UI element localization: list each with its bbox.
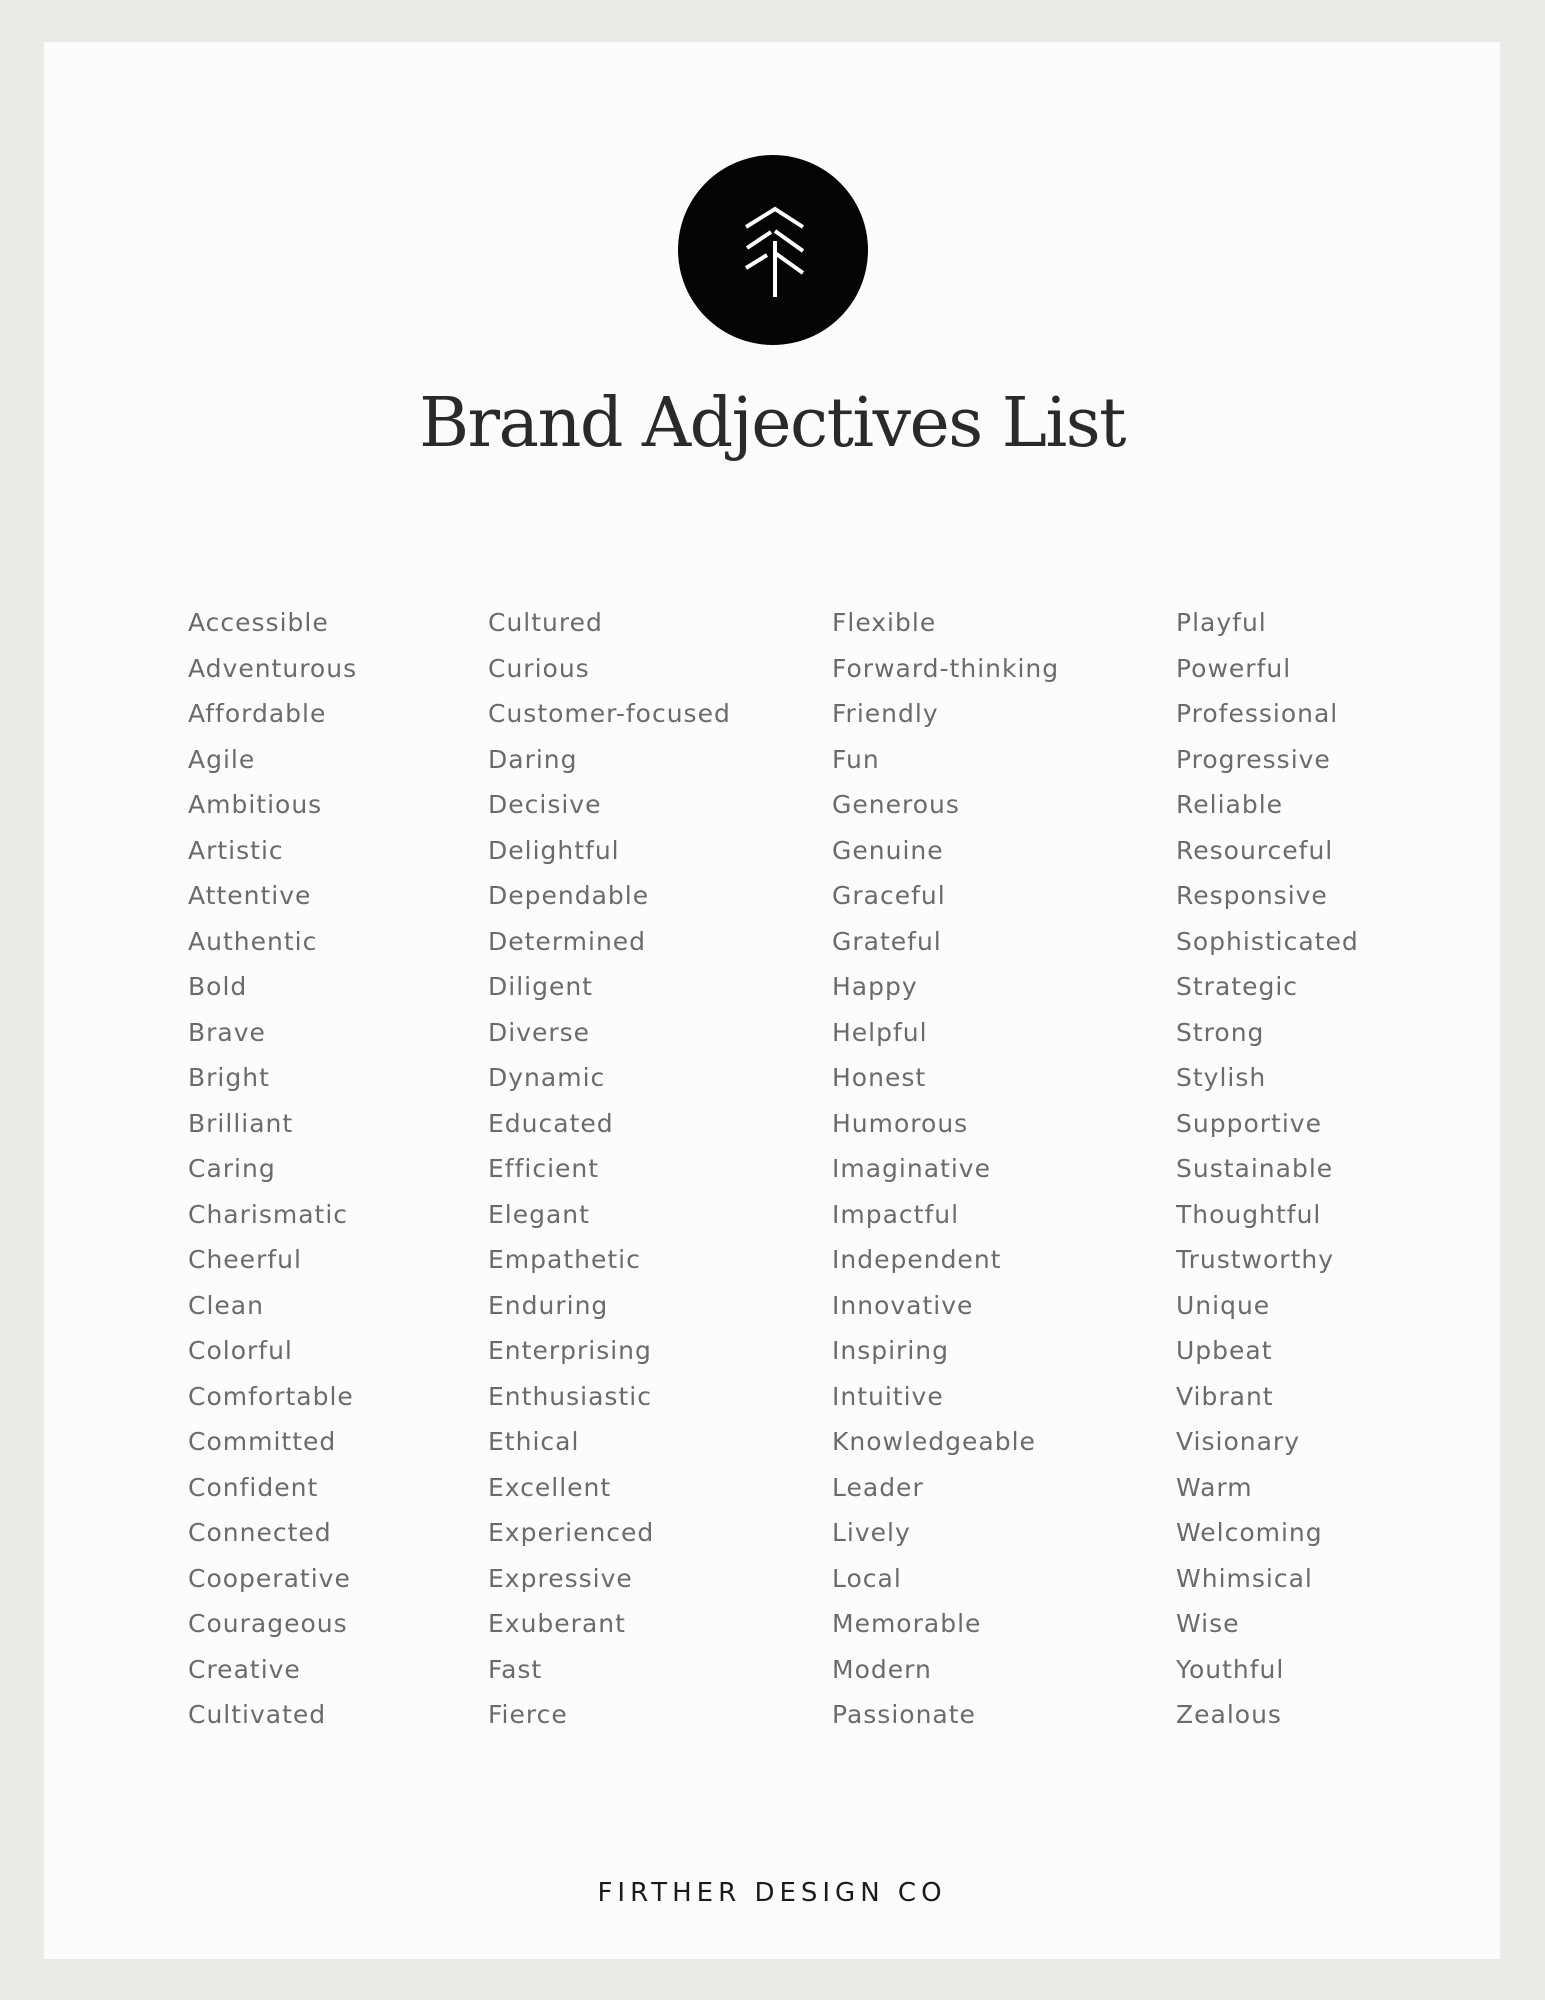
list-item: Inspiring	[832, 1336, 949, 1365]
list-item: Sustainable	[1176, 1154, 1334, 1183]
list-item: Clean	[188, 1290, 264, 1320]
list-item: Customer-focused	[488, 699, 731, 728]
list-item: Friendly	[832, 699, 939, 728]
list-item: Cultured	[488, 608, 603, 637]
list-item: Elegant	[488, 1199, 590, 1229]
list-item: Vibrant	[1176, 1381, 1274, 1411]
list-item: Creative	[188, 1654, 301, 1684]
list-item: Innovative	[832, 1290, 974, 1320]
list-item: Adventurous	[188, 653, 358, 683]
list-item: Cooperative	[188, 1563, 351, 1593]
list-item: Youthful	[1176, 1654, 1285, 1684]
list-item: Artistic	[188, 835, 284, 865]
list-item: Connected	[188, 1518, 332, 1547]
list-item: Grateful	[832, 926, 942, 956]
list-item: Powerful	[1176, 653, 1292, 683]
list-item: Playful	[1176, 608, 1267, 637]
list-item: Brave	[188, 1017, 266, 1047]
list-item: Exuberant	[488, 1609, 626, 1638]
list-item: Delightful	[488, 835, 620, 865]
list-item: Intuitive	[832, 1381, 944, 1411]
company-name: FIRTHER DESIGN CO	[597, 1878, 947, 1908]
adjective-column-4	[1176, 600, 1359, 1738]
list-item: Ethical	[488, 1427, 580, 1456]
list-item: Thoughtful	[1176, 1199, 1322, 1229]
list-item: Progressive	[1176, 744, 1331, 774]
list-item: Comfortable	[188, 1381, 354, 1411]
list-item: Happy	[832, 972, 918, 1001]
list-item: Cheerful	[188, 1245, 302, 1274]
list-item: Wise	[1176, 1609, 1240, 1638]
list-item: Bold	[188, 972, 248, 1001]
list-item: Affordable	[188, 699, 327, 728]
list-item: Independent	[832, 1245, 1002, 1274]
list-item: Diligent	[488, 972, 593, 1001]
list-item: Authentic	[188, 926, 318, 956]
list-item: Attentive	[188, 881, 312, 910]
list-item: Impactful	[832, 1199, 960, 1229]
list-item: Determined	[488, 926, 647, 956]
adjective-column-2	[488, 600, 731, 1738]
list-item: Whimsical	[1176, 1563, 1313, 1593]
list-item: Imaginative	[832, 1154, 991, 1183]
list-item: Daring	[488, 744, 578, 774]
list-item: Strong	[1176, 1017, 1265, 1047]
list-item: Humorous	[832, 1108, 969, 1138]
list-item: Decisive	[488, 790, 602, 819]
list-item: Committed	[188, 1427, 337, 1456]
list-item: Cultivated	[188, 1700, 327, 1729]
list-item: Leader	[832, 1472, 924, 1502]
list-item: Graceful	[832, 881, 946, 910]
list-item: Caring	[188, 1154, 276, 1183]
list-item: Agile	[188, 744, 256, 774]
list-item: Diverse	[488, 1017, 591, 1047]
list-item: Empathetic	[488, 1245, 641, 1274]
list-item: Warm	[1176, 1472, 1253, 1502]
page-title: Brand Adjectives List	[419, 384, 1125, 463]
list-item: Charismatic	[188, 1199, 349, 1229]
list-item: Resourceful	[1176, 835, 1334, 865]
list-item: Visionary	[1176, 1427, 1301, 1456]
list-item: Passionate	[832, 1700, 976, 1729]
list-item: Flexible	[832, 608, 937, 637]
list-item: Reliable	[1176, 790, 1284, 819]
adjective-column-3	[832, 600, 1059, 1738]
list-item: Fun	[832, 744, 880, 774]
list-item: Dependable	[488, 881, 650, 910]
list-item: Honest	[832, 1063, 927, 1092]
list-item: Generous	[832, 790, 960, 819]
list-item: Curious	[488, 653, 590, 683]
list-item: Professional	[1176, 699, 1339, 728]
list-item: Strategic	[1176, 972, 1299, 1001]
list-item: Genuine	[832, 835, 944, 865]
list-item: Supportive	[1176, 1108, 1322, 1138]
adjective-column-1	[188, 600, 357, 1738]
list-item: Enthusiastic	[488, 1381, 652, 1411]
list-item: Efficient	[488, 1154, 600, 1183]
list-item: Memorable	[832, 1609, 982, 1638]
list-item: Fast	[488, 1654, 543, 1684]
list-item: Trustworthy	[1176, 1245, 1335, 1274]
list-item: Sophisticated	[1176, 926, 1359, 956]
list-item: Confident	[188, 1472, 319, 1502]
list-item: Brilliant	[188, 1108, 294, 1138]
list-item: Colorful	[188, 1336, 293, 1365]
list-item: Enterprising	[488, 1336, 652, 1365]
list-item: Responsive	[1176, 881, 1328, 910]
list-item: Fierce	[488, 1700, 568, 1729]
list-item: Lively	[832, 1518, 911, 1547]
list-item: Educated	[488, 1108, 614, 1138]
document-sheet	[44, 42, 1500, 1959]
list-item: Local	[832, 1563, 902, 1593]
list-item: Courageous	[188, 1609, 348, 1638]
list-item: Helpful	[832, 1017, 928, 1047]
list-item: Unique	[1176, 1290, 1271, 1320]
list-item: Dynamic	[488, 1063, 606, 1092]
list-item: Bright	[188, 1063, 270, 1092]
list-item: Stylish	[1176, 1063, 1267, 1092]
list-item: Zealous	[1176, 1700, 1282, 1729]
list-item: Welcoming	[1176, 1518, 1323, 1547]
list-item: Modern	[832, 1654, 932, 1684]
list-item: Upbeat	[1176, 1336, 1273, 1365]
list-item: Experienced	[488, 1518, 655, 1547]
tree-icon	[678, 155, 868, 345]
brand-logo	[678, 155, 868, 345]
list-item: Forward-thinking	[832, 653, 1060, 683]
list-item: Ambitious	[188, 790, 323, 819]
list-item: Knowledgeable	[832, 1427, 1036, 1456]
list-item: Enduring	[488, 1290, 609, 1320]
list-item: Expressive	[488, 1563, 633, 1593]
list-item: Excellent	[488, 1472, 612, 1502]
list-item: Accessible	[188, 608, 329, 637]
